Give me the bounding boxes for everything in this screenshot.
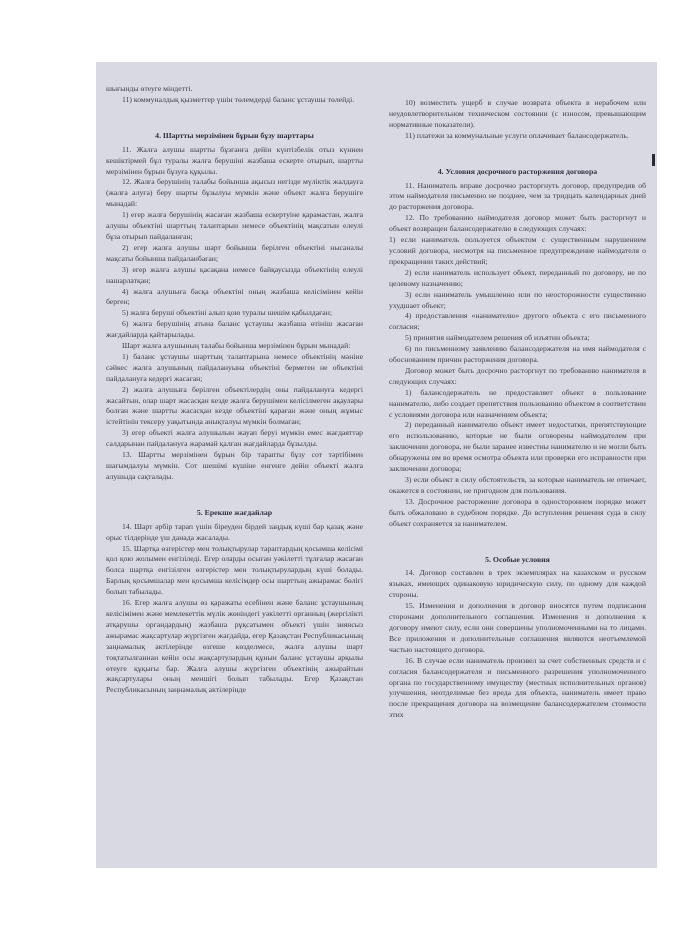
paragraph: 11) коммуналдық қызметтер үшін төлемдерді баланс ұстаушы төлейді. bbox=[122, 94, 355, 104]
paragraph: 5) жалға беруші объектіні алып қою туралы шешім қабылдаған; bbox=[122, 308, 332, 318]
paragraph: 4) предоставления «нанимателю» другого объекта с его письменного согласия; bbox=[389, 311, 646, 332]
paragraph: 15. Шартқа өзгерістер мен толықтырулар тараптардың қосымша келісімі қол қою жолымен енгізіледі. Егер оларды осыған уәкілетті тұлғалар жасаған болса шартқа енгізілген өзгерістер мен толықтырулардың күші болады. Барлық қосымшалар мен қосымша келісімдер осы шарттың ажырамас бөлігі болып табылады. bbox=[106, 543, 363, 597]
paragraph: 2) если наниматель использует объект, переданный по договору, не по целевому назначению; bbox=[389, 267, 646, 288]
paragraph: 3) если наниматель умышленно или по неосторожности существенно ухудшает объект; bbox=[389, 289, 646, 310]
paragraph: 2) переданный нанимателю объект имеет недостатки, препятствующие его использованию, которые не были оговорены наймодателем при заключении договора, не были заранее известны нанимателю и не могли быть обнаружены им во время осмотра объекта или проверки его исправности при заключении договора; bbox=[389, 420, 646, 474]
paragraph: 6) по письменному заявлению балансодержателя на имя наймодателя с обоснованием причин расторжения договора. bbox=[389, 344, 646, 365]
paragraph: 15. Изменения и дополнения в договор вносятся путем подписания сторонами дополнительного соглашения. Изменения и дополнения к договору имеют силу, если они совершены уполномоченными на то лицами. Все приложения и дополнительные соглашения являются неотъемлемой частью настоящего договора. bbox=[389, 601, 646, 654]
paragraph: 10) возместить ущерб в случае возврата объекта в нерабочем или неудовлетворительном техническом состоянии (с износом, превышающим нормативные показатели). bbox=[389, 98, 646, 129]
paragraph: 12. Жалға берушінің талабы бойынша ақысыз негізде мүліктік жалдауға (жалға алуға) беру шарты бұзылуы мүмкін және объект жалға берушіге мынадай: bbox=[106, 177, 363, 209]
paragraph: 1) балансодержатель не предоставляет объект в пользование нанимателю, либо создает препятствия пользованию объектом в соответствии с условиями договора или назначением объекта; bbox=[389, 387, 646, 419]
paragraph: 1) баланс ұстаушы шарттың талаптарына немесе объектінің мәніне сәйкес жалға алушының пайдалануына объектіні бермеген не объектіні пайдалануға кедергі жасаған; bbox=[106, 351, 363, 383]
paragraph: 5) принятия наймодателем решения об изъятии объекта; bbox=[405, 333, 590, 343]
paragraph: 3) егер объекті жалға алушылын жауап беруі мүмкін емес жағдаяттар салдарынан пайдалануға жарамай қалған жағдайларда бұзылды. bbox=[106, 428, 363, 449]
paragraph: 3) егер жалға алушы қасақана немесе байқаусызда объектінің елеулі нашарлатқан; bbox=[106, 264, 363, 285]
paragraph: 12. По требованию наймодателя договор может быть расторгнут и объект возвращен балансодержателю в следующих случаях: bbox=[389, 213, 646, 234]
paragraph: 14. Шарт әрбір тарап үшін біреуден бірдей заңдық күші бар қазақ және орыс тілдерінде үш данада жасалады. bbox=[106, 521, 363, 542]
paragraph: 13. Шартты мерзімінен бұрын бір тарапты бұзу сот тәртібімен шағымдалуы мүмкін. Сот шешімі күшіне енгенге дейін объекті жалға алушыда сақталады. bbox=[106, 450, 363, 481]
paragraph: 16. В случае если наниматель произвел за счет собственных средств и с согласия балансодержателя и письменного разрешения уполномоченного органа по государственному имуществу (местных исполнительных органов) улучшения, неотделимые без вреда для объекта, наниматель имеет право после прекращения договора на возмещение балансодержателем стоимости этих bbox=[389, 655, 646, 720]
section-heading: 4. Условия досрочного расторжения договора bbox=[437, 166, 598, 176]
scan-edge-mark bbox=[652, 154, 655, 166]
paragraph: 13. Досрочное расторжение договора в одностороннем порядке может быть обжаловано в судебном порядке. До вступления решения суда в силу объект сохраняется за нанимателем. bbox=[389, 496, 646, 528]
paragraph: 11. Жалға алушы шартты бұзғанға дейін күнтізбелік отыз күннен кешіктірмей бұл туралы жалға берушіні жазбаша ескерте отырып, шартты мерзімінен бұрын бұзуға құқылы. bbox=[106, 144, 363, 176]
section-heading: 4. Шартты мерзімінен бұрын бұзу шарттары bbox=[155, 130, 314, 140]
kazakh-column bbox=[106, 84, 363, 696]
paragraph: 6) жалға берушінің атына баланс ұстаушы жазбаша өтініш жасаған жағдайларда қайтарылады. bbox=[106, 319, 363, 340]
paragraph: 14. Договор составлен в трех экземплярах на казахском и русском языках, имеющих одинаковую юридическую силу, по одному для каждой стороны. bbox=[389, 568, 646, 600]
russian-column bbox=[389, 98, 646, 721]
paragraph: 2) жалға алушыға берілген объектілердің оны пайдалануға кедергі жасайтын, олар шарт жасасқан кезде жалға берушімен келісілмеген ақаулары болған және шартты жасасқан кезде объектіні қараған және оның жұмыс істейтінін тексеру уақытында анықталуы мүмкін болмаған; bbox=[106, 384, 363, 427]
section-heading: 5. Ерекше жағдайлар bbox=[196, 507, 273, 517]
paragraph: 11) платежи за коммунальные услуги оплачивает балансодержатель. bbox=[405, 130, 629, 140]
scanned-page bbox=[96, 62, 657, 868]
paragraph: 2) егер жалға алушы шарт бойынша берілген объектіні нысаналы мақсаты бойынша пайдаланбаған; bbox=[106, 242, 363, 263]
paragraph: 4) жалға алушыға басқа объектіні оның жазбаша келісімінен кейін берген; bbox=[106, 286, 363, 307]
paragraph: 11. Наниматель вправе досрочно расторгнуть договор, предупредив об этом наймодателя письменно не позднее, чем за тридцать календарных дней до расторжения договора. bbox=[389, 180, 646, 212]
paragraph: 1) егер жалға берушінің жасаған жазбаша ескертуіне қарамастан, жалға алушы объектіні шарттың талаптарын немесе объектінің мақсатын елеулі бұза отырып пайдаланған; bbox=[106, 210, 363, 241]
paragraph: Шарт жалға алушының талабы бойынша мерзімінен бұрын мынадай: bbox=[122, 341, 351, 351]
paragraph: Договор может быть досрочно расторгнут по требованию нанимателя в следующих случаях: bbox=[389, 365, 646, 386]
paragraph: шығынды өтеуге міндетті. bbox=[106, 84, 193, 93]
section-heading: 5. Особые условия bbox=[485, 554, 550, 564]
paragraph: 1) если наниматель пользуется объектом с существенным нарушением условий договора, несмотря на письменное предупреждение наймодателя о прекращении таких действий; bbox=[389, 235, 646, 266]
paragraph: 3) если объект в силу обстоятельств, за которые наниматель не отвечает, окажется в состоянии, не пригодном для пользования. bbox=[389, 475, 646, 495]
paragraph: 16. Егер жалға алушы өз қаражаты есебінен және баланс ұстаушының келісімімен және мемлекеттік мүлік жөніндегі уәкілетті органның (жергілікті атқарушы органдардың) жазбаша рұқсатымен объекті үшін зиянсыз ажырамас жақсартулар жүргізген жағдайда, егер Қазақстан Республикасының заңнамалық актілерінде өзгеше көзделмесе, жалға алушы шарт тоқтатылғаннан кейін осы жақсартулардың құнын баланс ұстаушы арқылы өтеуге құқығы бар. Жалға алушы жүргізген объектінің ажырайтын жақсартулары оның меншігі болып табылады. Егер Қазақстан Республикасының заңнамалық актілерінде bbox=[106, 598, 363, 695]
